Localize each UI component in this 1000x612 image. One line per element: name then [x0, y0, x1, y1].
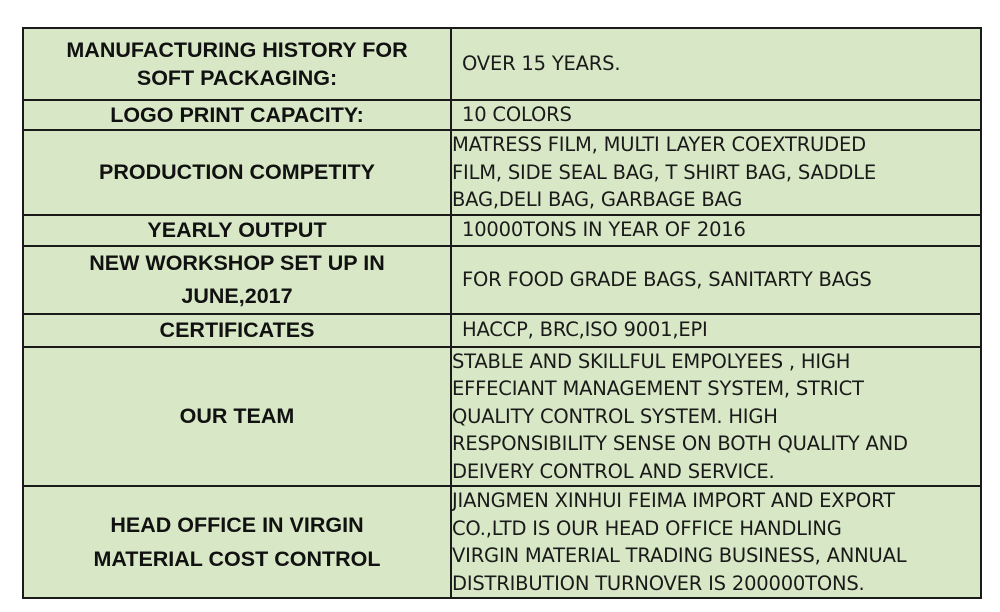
row-label-yearly-output: YEARLY OUTPUT: [23, 215, 451, 246]
row-value-head-office: JIANGMEN XINHUI FEIMA IMPORT AND EXPORT CO.,LTD IS OUR HEAD OFFICE HANDLING VIRGIN MATERIAL TRADING BUSINESS, ANNUAL DISTRIBUTION TURNOVER IS 200000TONS.: [451, 486, 981, 598]
table-row: [23, 314, 981, 347]
row-label-head-office: HEAD OFFICE IN VIRGIN MATERIAL COST CONTROL: [23, 486, 451, 598]
row-value-manufacturing-history: OVER 15 YEARS.: [451, 28, 981, 100]
table-row: [23, 215, 981, 246]
row-label-certificates: CERTIFICATES: [23, 314, 451, 347]
row-value-certificates: HACCP, BRC,ISO 9001,EPI: [451, 314, 981, 347]
row-label-production-competity: PRODUCTION COMPETITY: [23, 130, 451, 215]
table-row: [23, 28, 981, 100]
table-row: [23, 100, 981, 130]
row-value-new-workshop: FOR FOOD GRADE BAGS, SANITARTY BAGS: [451, 246, 981, 314]
table-row: [23, 486, 981, 598]
table-row: [23, 130, 981, 215]
table-row: [23, 347, 981, 487]
row-label-our-team: OUR TEAM: [23, 347, 451, 487]
row-label-new-workshop: NEW WORKSHOP SET UP IN JUNE,2017: [23, 246, 451, 314]
row-label-manufacturing-history: MANUFACTURING HISTORY FOR SOFT PACKAGING:: [23, 28, 451, 100]
row-value-our-team: STABLE AND SKILLFUL EMPOLYEES , HIGH EFFECIANT MANAGEMENT SYSTEM, STRICT QUALITY CONTROL SYSTEM. HIGH RESPONSIBILITY SENSE ON BOTH QUALITY AND DEIVERY CONTROL AND SERVICE.: [451, 347, 981, 487]
row-value-yearly-output: 10000TONS IN YEAR OF 2016: [451, 215, 981, 246]
row-value-logo-print-capacity: 10 COLORS: [451, 100, 981, 130]
table-row: [23, 246, 981, 314]
company-profile-table: [22, 27, 982, 599]
row-label-logo-print-capacity: LOGO PRINT CAPACITY:: [23, 100, 451, 130]
row-value-production-competity: MATRESS FILM, MULTI LAYER COEXTRUDED FILM, SIDE SEAL BAG, T SHIRT BAG, SADDLE BAG,DELI BAG, GARBAGE BAG: [451, 130, 981, 215]
